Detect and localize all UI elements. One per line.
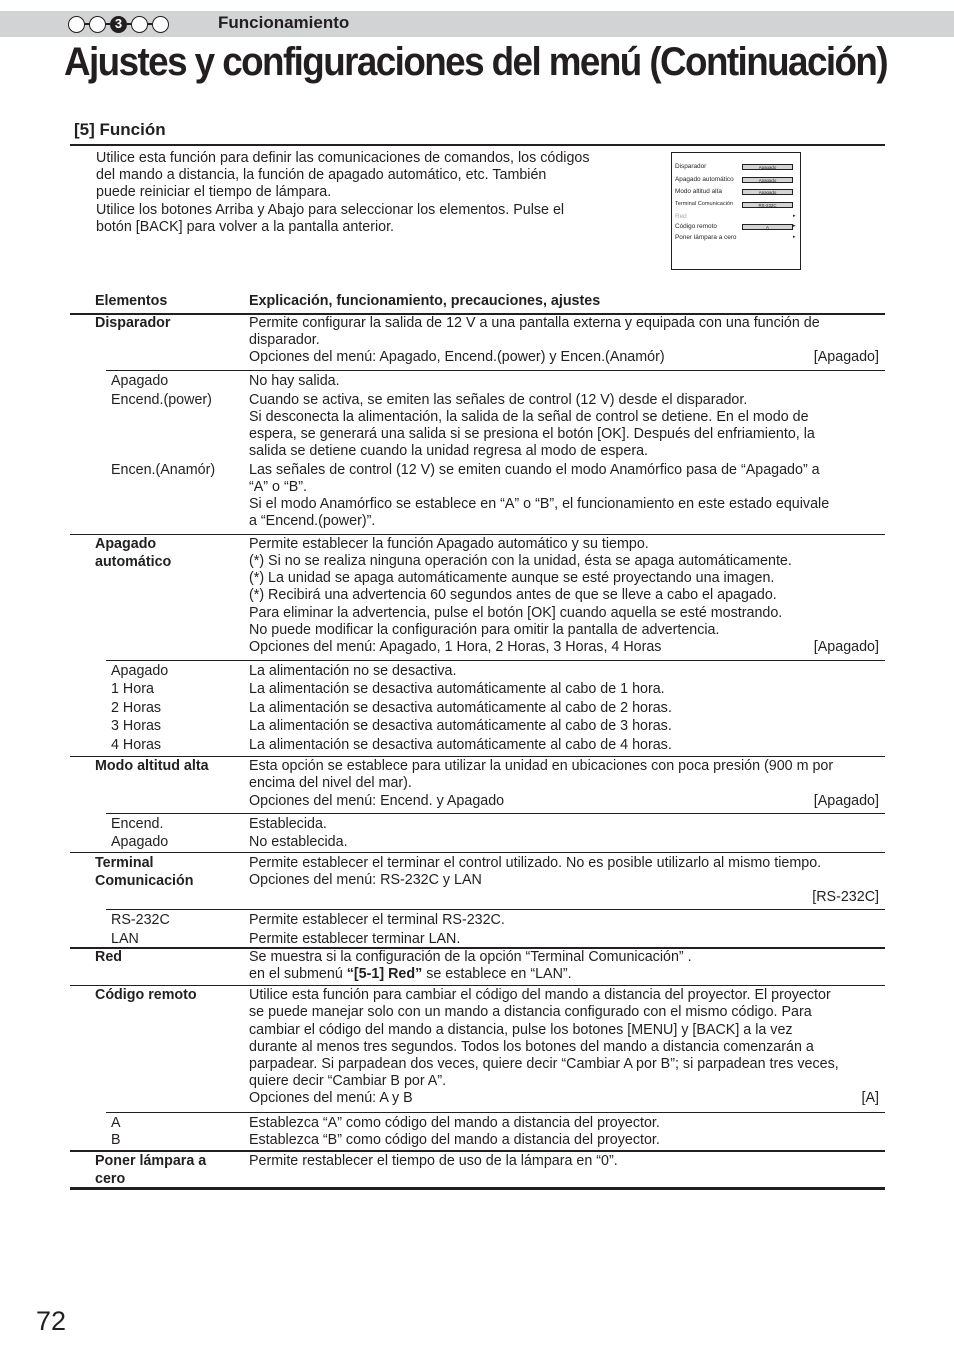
divider bbox=[106, 813, 885, 814]
item-desc: se puede manejar solo con un mando a distancia configurado con el mismo código. Para bbox=[249, 1004, 812, 1020]
item-desc: cambiar el código del mando a distancia, pulse los botones [MENU] y [BACK] a la vez bbox=[249, 1022, 793, 1038]
item-desc: durante al menos tres segundos. Todos los botones del mando a distancia comenzarán a bbox=[249, 1039, 814, 1055]
page-title: Ajustes y configuraciones del menú (Continuación) bbox=[64, 40, 888, 84]
option-label: RS-232C bbox=[111, 912, 170, 928]
screen-menu-label: Código remoto bbox=[675, 223, 717, 230]
item-desc: Esta opción se establece para utilizar la unidad en ubicaciones con poca presión (900 m por bbox=[249, 758, 834, 774]
item-name-apagado-automatico: automático bbox=[95, 554, 172, 570]
item-name-terminal-comunicacion: Terminal bbox=[95, 855, 154, 871]
step-circle bbox=[131, 16, 148, 33]
divider bbox=[70, 756, 885, 757]
item-desc: (*) La unidad se apaga automáticamente aunque se esté proyectando una imagen. bbox=[249, 570, 775, 586]
screen-menu-label: Red bbox=[675, 213, 687, 220]
default-value: [A] bbox=[861, 1090, 879, 1106]
item-desc: parpadear. Si parpadean dos veces, quiere decir “Cambiar A por B”; si parpadean tres veces, bbox=[249, 1056, 839, 1072]
option-label: Apagado bbox=[111, 663, 169, 679]
step-circle-current: 3 bbox=[110, 16, 127, 33]
option-label: B bbox=[111, 1132, 121, 1148]
option-label: LAN bbox=[111, 931, 139, 947]
option-desc: No hay salida. bbox=[249, 373, 340, 389]
table-header-elements: Elementos bbox=[95, 293, 168, 309]
option-desc: “A” o “B”. bbox=[249, 479, 307, 495]
option-desc: a “Encend.(power)”. bbox=[249, 513, 376, 529]
option-label: Apagado bbox=[111, 373, 169, 389]
menu-screen-illustration bbox=[671, 152, 801, 270]
item-desc: Permite configurar la salida de 12 V a una pantalla externa y equipada con una función de bbox=[249, 315, 820, 331]
screen-menu-value: Apagado bbox=[742, 177, 793, 183]
divider bbox=[106, 370, 885, 371]
option-desc: Cuando se activa, se emiten las señales de control (12 V) desde el disparador. bbox=[249, 392, 748, 408]
item-desc: No puede modificar la configuración para omitir la pantalla de advertencia. bbox=[249, 622, 720, 638]
option-label: Apagado bbox=[111, 834, 169, 850]
item-desc: Utilice esta función para cambiar el código del mando a distancia del proyector. El proyector bbox=[249, 987, 831, 1003]
screen-menu-label: Modo altitud alta bbox=[675, 188, 722, 195]
item-desc: disparador. bbox=[249, 332, 320, 348]
option-desc: Establezca “B” como código del mando a distancia del proyector. bbox=[249, 1132, 660, 1148]
option-desc: No establecida. bbox=[249, 834, 348, 850]
item-name-poner-lampara: Poner lámpara a bbox=[95, 1153, 207, 1169]
option-desc: Permite establecer el terminal RS-232C. bbox=[249, 912, 505, 928]
item-desc: en el submenú “[5-1] Red” se establece en “LAN”. bbox=[249, 966, 572, 982]
divider bbox=[70, 985, 885, 986]
option-desc: Las señales de control (12 V) se emiten cuando el modo Anamórfico pasa de “Apagado” a bbox=[249, 462, 820, 478]
option-label: 3 Horas bbox=[111, 718, 162, 734]
option-label: 2 Horas bbox=[111, 700, 162, 716]
option-desc: espera, se generará una salida si se presiona el botón [OK]. Después del enfriamiento, la bbox=[249, 426, 815, 442]
item-desc: Para eliminar la advertencia, pulse el botón [OK] cuando aquella se esté mostrando. bbox=[249, 605, 783, 621]
divider bbox=[106, 1112, 885, 1113]
step-circle bbox=[89, 16, 106, 33]
default-value: [Apagado] bbox=[813, 349, 879, 365]
screen-menu-label: Disparador bbox=[675, 163, 707, 170]
option-desc: Si el modo Anamórfico se establece en “A” o “B”, el funcionamiento en este estado equivale bbox=[249, 496, 830, 512]
item-desc: (*) Si no se realiza ninguna operación con la unidad, ésta se apaga automáticamente. bbox=[249, 553, 792, 569]
option-label: Encen.(Anamór) bbox=[111, 462, 216, 478]
chevron-right-icon: ▸ bbox=[793, 234, 796, 240]
screen-menu-label: Poner lámpara a cero bbox=[675, 234, 737, 241]
table-header-explanation: Explicación, funcionamiento, precauciones, ajustes bbox=[249, 293, 601, 309]
item-desc: Opciones del menú: Apagado, Encend.(power) y Encen.(Anamór) bbox=[249, 349, 665, 365]
option-label: 1 Hora bbox=[111, 681, 154, 697]
divider bbox=[106, 909, 885, 910]
item-desc: Opciones del menú: A y B bbox=[249, 1090, 413, 1106]
item-desc: Permite restablecer el tiempo de uso de la lámpara en “0”. bbox=[249, 1153, 618, 1169]
screen-menu-label: Apagado automático bbox=[675, 176, 734, 183]
item-name-poner-lampara: cero bbox=[95, 1171, 126, 1187]
section-label: Funcionamiento bbox=[218, 13, 350, 32]
chevron-right-icon: ▸ bbox=[793, 213, 796, 219]
divider bbox=[106, 660, 885, 661]
divider bbox=[70, 144, 885, 146]
screen-menu-value: A bbox=[742, 224, 793, 230]
page-number: 72 bbox=[36, 1306, 67, 1336]
item-name-terminal-comunicacion: Comunicación bbox=[95, 873, 194, 889]
item-desc: (*) Recibirá una advertencia 60 segundos antes de que se lleve a cabo el apagado. bbox=[249, 587, 777, 603]
item-name-red: Red bbox=[95, 949, 123, 965]
step-circle bbox=[68, 16, 85, 33]
item-desc: Opciones del menú: Encend. y Apagado bbox=[249, 793, 505, 809]
item-desc: quiere decir “Cambiar B por A”. bbox=[249, 1073, 447, 1089]
divider bbox=[70, 852, 885, 853]
option-desc: Si desconecta la alimentación, la salida de la señal de control se detiene. En el modo de bbox=[249, 409, 809, 425]
divider bbox=[70, 1187, 885, 1190]
item-desc: Opciones del menú: RS-232C y LAN bbox=[249, 872, 482, 888]
intro-paragraph: Utilice esta función para definir las comunicaciones de comandos, los códigos del mando a distancia, la función de apagado automático, etc. También puede reiniciar el tiempo de lámpara. Utilice los botones Arriba y Abajo para seleccionar los elementos. Pulse el botón [BACK] para volver a la pantalla anterior. bbox=[96, 150, 590, 235]
step-indicator bbox=[68, 14, 169, 34]
screen-menu-value: Apagado bbox=[742, 189, 793, 195]
item-name-apagado-automatico: Apagado bbox=[95, 536, 157, 552]
option-desc: salida se detiene cuando la unidad regresa al modo de espera. bbox=[249, 443, 649, 459]
item-desc: Permite establecer el terminar el control utilizado. No es posible utilizarlo al mismo tiempo. bbox=[249, 855, 822, 871]
item-desc: Se muestra si la configuración de la opción “Terminal Comunicación” . bbox=[249, 949, 692, 965]
item-name-disparador: Disparador bbox=[95, 315, 171, 331]
option-desc: Permite establecer terminar LAN. bbox=[249, 931, 461, 947]
item-desc: Permite establecer la función Apagado automático y su tiempo. bbox=[249, 536, 649, 552]
screen-menu-value: RS-232C bbox=[742, 202, 793, 208]
option-label: Encend.(power) bbox=[111, 392, 212, 408]
option-desc: La alimentación se desactiva automáticamente al cabo de 2 horas. bbox=[249, 700, 672, 716]
item-name-modo-altitud-alta: Modo altitud alta bbox=[95, 758, 209, 774]
item-name-codigo-remoto: Código remoto bbox=[95, 987, 197, 1003]
item-desc: encima del nivel del mar). bbox=[249, 775, 412, 791]
screen-menu-value: Apagado bbox=[742, 164, 793, 170]
divider bbox=[70, 534, 885, 535]
option-desc: Establezca “A” como código del mando a distancia del proyector. bbox=[249, 1115, 660, 1131]
item-desc: Opciones del menú: Apagado, 1 Hora, 2 Horas, 3 Horas, 4 Horas bbox=[249, 639, 662, 655]
option-desc: Establecida. bbox=[249, 816, 327, 832]
screen-menu-label: Terminal Comunicación bbox=[675, 201, 734, 207]
divider bbox=[70, 1150, 885, 1152]
option-label: A bbox=[111, 1115, 121, 1131]
option-desc: La alimentación se desactiva automáticamente al cabo de 4 horas. bbox=[249, 737, 672, 753]
option-label: Encend. bbox=[111, 816, 164, 832]
default-value: [Apagado] bbox=[813, 639, 879, 655]
step-circle bbox=[152, 16, 169, 33]
function-title: [5] Función bbox=[74, 120, 166, 139]
default-value: [RS-232C] bbox=[812, 889, 879, 905]
option-label: 4 Horas bbox=[111, 737, 162, 753]
default-value: [Apagado] bbox=[813, 793, 879, 809]
option-desc: La alimentación se desactiva automáticamente al cabo de 3 horas. bbox=[249, 718, 672, 734]
chevron-right-icon: ▸ bbox=[793, 223, 796, 229]
option-desc: La alimentación se desactiva automáticamente al cabo de 1 hora. bbox=[249, 681, 665, 697]
option-desc: La alimentación no se desactiva. bbox=[249, 663, 457, 679]
